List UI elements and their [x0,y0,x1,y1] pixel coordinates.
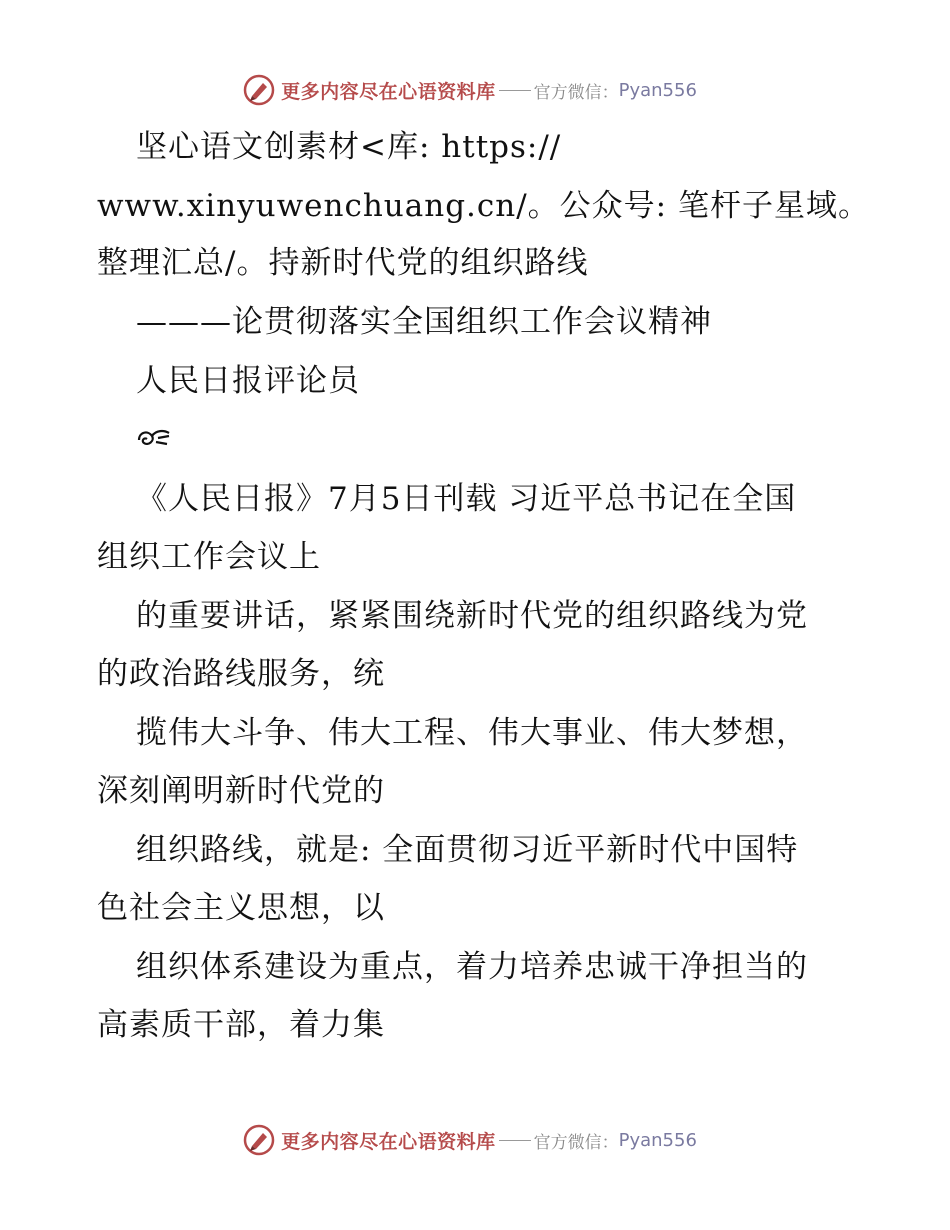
document-title: 整理汇总/。持新时代党的组织路线 [97,245,589,281]
banner-wechat-id: Pyan556 [618,1129,697,1151]
paragraph-line-6: 深刻阐明新时代党的 [97,773,385,809]
paragraph-line-5: 揽伟大斗争、伟大工程、伟大事业、伟大梦想， [136,715,808,751]
pen-logo-icon [243,74,275,106]
footer-banner [0,1120,950,1160]
paragraph-line-7: 组织路线，就是: 全面贯彻习近平新时代中国特 [136,832,799,868]
pen-logo-icon [243,1124,275,1156]
paragraph-line-1: 《人民日报》7月5日刊载 习近平总书记在全国 [136,481,797,517]
paragraph-line-9: 组织体系建设为重点，着力培养忠诚干净担当的 [136,949,808,985]
paragraph-line-8: 色社会主义思想，以 [97,890,385,926]
document-subtitle: ———论贯彻落实全国组织工作会议精神 [136,304,712,340]
banner-wechat-id: Pyan556 [618,79,697,101]
paragraph-line-10: 高素质干部，着力集 [97,1007,385,1043]
banner-contact-label: 官方微信： [533,82,619,103]
paragraph-line-3: 的重要讲话，紧紧围绕新时代党的组织路线为党 [136,598,808,634]
banner-main-text: 更多内容尽在心语资料库 [281,1130,496,1153]
banner-dash [499,90,531,91]
banner-main-text: 更多内容尽在心语资料库 [281,80,496,103]
paragraph-line-2: 组织工作会议上 [97,539,321,575]
text-line-1: 坚心语文创素材<库: https:// [136,129,562,165]
text-line-2: www.xinyuwenchuang.cn/。公众号: 笔杆子星域。 [97,188,870,224]
author-line: 人民日报评论员 [136,363,360,399]
banner-contact-label: 官方微信： [533,1132,619,1153]
banner-dash [499,1140,531,1141]
ornament-icon [136,424,172,450]
paragraph-line-4: 的政治路线服务，统 [97,656,385,692]
header-banner [0,70,950,110]
